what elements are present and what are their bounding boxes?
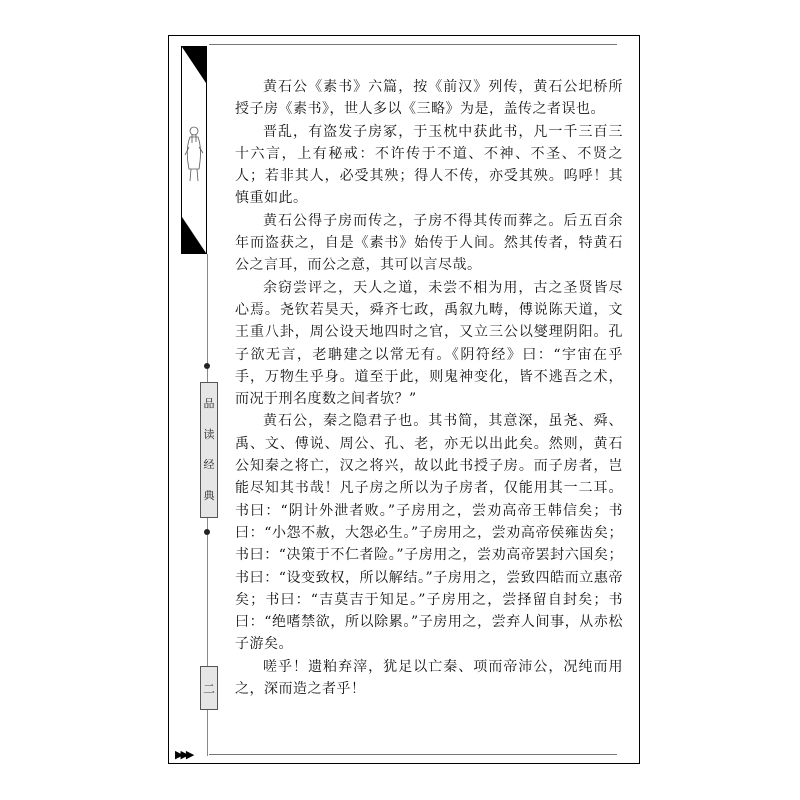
body-text: [235, 76, 623, 700]
paragraph: 晋乱，有盗发子房冢，于玉枕中获此书，凡一千三百三十六言，上有秘戒：不许传于不道、不神、不圣、不贤之人；若非其人，必受其殃；得人不传，亦受其殃。呜呼！其慎重如此。: [235, 123, 623, 207]
tab-char: 经: [203, 458, 215, 472]
paragraph: 黄石公《素书》六篇，按《前汉》列传，黄石公圯桥所授子房《素书》，世人多以《三略》为是，盖传之者误也。: [235, 79, 623, 118]
paragraph: 嗟乎！遗粕弃滓，犹足以亡秦、项而帝沛公，况纯而用之，深而造之者乎！: [235, 658, 623, 698]
margin-line-lower: [207, 535, 208, 666]
tab-char: 读: [203, 427, 215, 441]
margin-line-upper: [207, 254, 208, 366]
sage-figure-icon: [182, 47, 206, 253]
triple-arrow-icon: ▶▶▶: [175, 748, 192, 761]
section-tab: [200, 382, 218, 518]
margin-line-bottom: [207, 710, 208, 756]
paragraph: 余窃尝评之，天人之道，未尝不相为用，古之圣贤皆尽心焉。尧钦若昊天，舜齐七政，禹叙九畴，傅说陈天道，文王重八卦，周公设天地四时之官，又立三公以燮理阴阳。孔子欲无言，老聃建之以常无有。《阴符经》曰：“宇宙在乎手，万物生乎身。道至于此，则鬼神变化，皆不逃吾之术，而况于刑名度数之间者欤？”: [235, 279, 623, 408]
page-number: 二: [200, 666, 218, 710]
paragraph: 黄石公得子房而传之，子房不得其传而葬之。后五百余年而盗获之，自是《素书》始传于人间。然其传者，特黄石公之言耳，而公之意，其可以言尽哉。: [235, 212, 623, 274]
tab-char: 典: [203, 488, 215, 502]
paragraph: 黄石公，秦之隐君子也。其书简，其意深，虽尧、舜、禹、文、傅说、周公、孔、老，亦无以出此矣。然则，黄石公知秦之将亡，汉之将兴，故以此书授子房。而子房者，岂能尽知其书哉！凡子房之所以为子房者，仅能用其一二耳。书曰：“阴计外泄者败。”子房用之，尝劝高帝王韩信矣；书曰：“小怨不赦，大怨必生。”子房用之，尝劝高帝侯雍齿矣；书曰：“决策于不仁者险。”子房用之，尝劝高帝罢封六国矣；书曰：“设变致权，所以解结。”子房用之，尝致四皓而立惠帝矣；书曰：“吉莫吉于知足。”子房用之，尝择留自封矣；书曰：“绝嗜禁欲，所以除累。”子房用之，尝弃人间事，从赤松子游矣。: [235, 413, 623, 653]
margin-line-connector: [207, 369, 208, 382]
book-page: [168, 35, 640, 764]
scroll-illustration: [181, 46, 207, 254]
tab-char: 品: [203, 397, 215, 411]
top-rule: [209, 44, 617, 45]
bottom-rule: [209, 754, 617, 755]
